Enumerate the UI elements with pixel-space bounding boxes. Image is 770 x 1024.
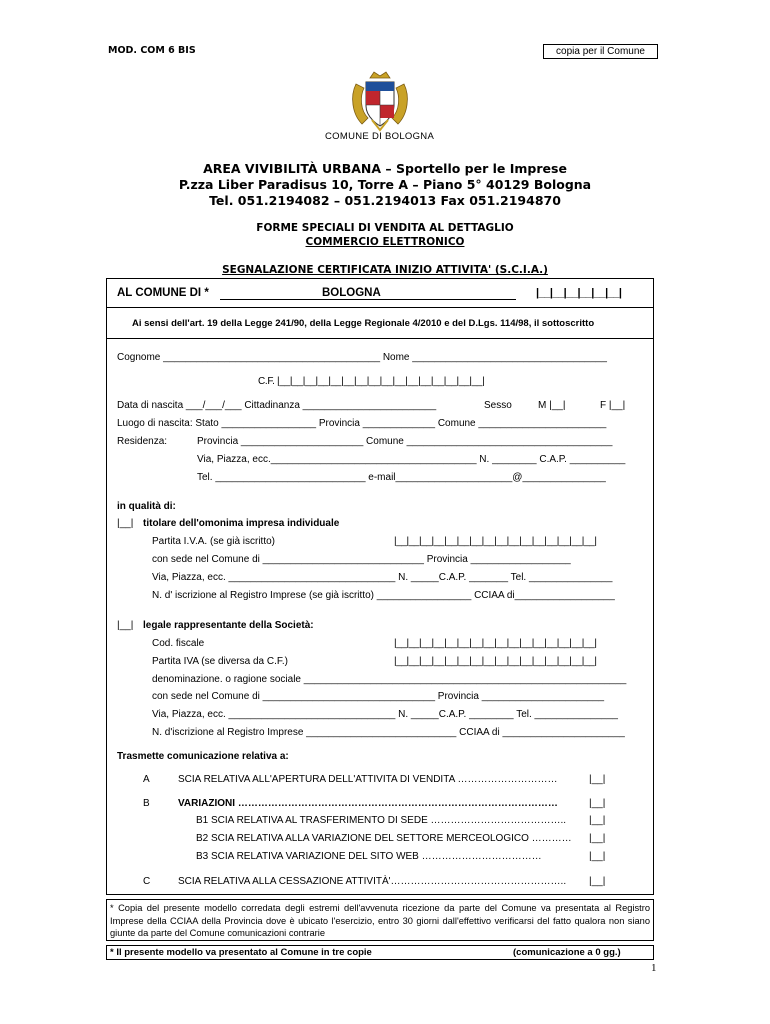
coat-of-arms-icon <box>348 70 412 135</box>
addressee-underline <box>220 299 516 300</box>
residence-contact-field[interactable]: Tel. ___________________________ e-mail_____________________@_______________ <box>197 472 606 483</box>
individual-registry-field[interactable]: N. d' iscrizione al Registro Imprese (se già iscritto) _________________ CCIAA di__________________ <box>152 590 615 601</box>
company-vat-label: Partita IVA (se diversa da C.F.) <box>152 656 288 667</box>
capacity-title: in qualità di: <box>117 501 176 512</box>
communication-item-b1: B1 SCIA RELATIVA AL TRASFERIMENTO DI SEDE ………………………………….. <box>196 815 567 826</box>
sex-f-checkbox[interactable]: F |__| <box>600 400 626 411</box>
page-number: 1 <box>651 962 657 974</box>
surname-name-field[interactable]: Cognome _______________________________________ Nome ___________________________________ <box>117 352 607 363</box>
form-code: MOD. COM 6 BIS <box>108 45 196 56</box>
residence-province-field[interactable]: Provincia ______________________ Comune _____________________________________ <box>197 436 613 447</box>
company-checkbox[interactable]: |__| <box>117 620 134 631</box>
communication-title: Trasmette comunicazione relativa a: <box>117 751 289 762</box>
communication-checkbox[interactable]: |__| <box>589 774 606 785</box>
residence-address-field[interactable]: Via, Piazza, ecc._____________________________________ N. ________ C.A.P. __________ <box>197 454 626 465</box>
individual-vat-label: Partita I.V.A. (se già iscritto) <box>152 536 276 547</box>
communication-checkbox[interactable]: |__| <box>589 833 606 844</box>
fiscal-code-field[interactable]: C.F. |__|__|__|__|__|__|__|__|__|__|__|__|__|__|__|__| <box>258 376 485 387</box>
communication-item-b2: B2 SCIA RELATIVA ALLA VARIAZIONE DEL SETTORE MERCEOLOGICO ………… <box>196 833 572 844</box>
sex-label: Sesso <box>484 400 512 411</box>
addressee-code-boxes[interactable]: |__|__|__|__|__|__| <box>536 287 622 299</box>
communication-letter: C <box>143 876 151 887</box>
communication-letter: A <box>143 774 150 785</box>
copy-label: copia per il Comune <box>543 44 658 59</box>
addressee-label: AL COMUNE DI * <box>117 287 209 299</box>
individual-seat-field[interactable]: con sede nel Comune di _____________________________ Provincia __________________ <box>152 554 571 565</box>
legal-basis: Ai sensi dell'art. 19 della Legge 241/90, della Legge Regionale 4/2010 e del D.Lgs. 114/98, il sottoscritto <box>132 318 595 329</box>
sex-m-checkbox[interactable]: M |__| <box>538 400 566 411</box>
subtitle-line-1: FORME SPECIALI DI VENDITA AL DETTAGLIO <box>256 222 514 234</box>
addressee-city[interactable]: BOLOGNA <box>322 287 381 299</box>
individual-address-field[interactable]: Via, Piazza, ecc. ______________________________ N. _____C.A.P. _______ Tel. _______________ <box>152 572 613 583</box>
communication-item-closure: SCIA RELATIVA ALLA CESSAZIONE ATTIVITÀ'…………………………………………….. <box>178 876 567 887</box>
company-taxcode-label: Cod. fiscale <box>152 638 205 649</box>
company-name-field[interactable]: denominazione. o ragione sociale __________________________________________________________ <box>152 674 627 685</box>
individual-label: titolare dell'omonima impresa individuale <box>143 518 340 529</box>
company-taxcode-boxes[interactable]: |__|__|__|__|__|__|__|__|__|__|__|__|__|__|__|__| <box>394 638 597 649</box>
company-label: legale rappresentante della Società: <box>143 620 314 631</box>
footnote: * Copia del presente modello corredata degli estremi dell'avvenuta ricezione da parte del Comune va presentata al Registro Imprese della CCIAA della Provincia dove è ubicato l'esercizio, entro 30 giorni dall'effettivo verificarsi del fatto qualora non siano giunte da parte del Comune comunicazioni contrarie <box>106 899 654 941</box>
subtitle-line-2: COMMERCIO ELETTRONICO <box>305 236 465 248</box>
company-registry-field[interactable]: N. d'iscrizione al Registro Imprese ___________________________ CCIAA di ______________________ <box>152 727 625 738</box>
company-address-field[interactable]: Via, Piazza, ecc. ______________________________ N. _____C.A.P. ________ Tel. _______________ <box>152 709 618 720</box>
communication-checkbox[interactable]: |__| <box>589 876 606 887</box>
scia-title: SEGNALAZIONE CERTIFICATA INIZIO ATTIVITA' (S.C.I.A.) <box>222 264 548 276</box>
communication-item-opening: SCIA RELATIVA ALL'APERTURA DELL'ATTIVITA DI VENDITA ………………………… <box>178 774 558 785</box>
office-line-3: Tel. 051.2194082 – 051.2194013 Fax 051.2194870 <box>209 193 561 208</box>
logo-caption: COMUNE DI BOLOGNA <box>325 131 435 142</box>
communication-letter: B <box>143 798 150 809</box>
residence-label: Residenza: <box>117 436 168 447</box>
individual-vat-boxes[interactable]: |__|__|__|__|__|__|__|__|__|__|__|__|__|__|__|__| <box>394 536 597 547</box>
office-line-2: P.zza Liber Paradisus 10, Torre A – Piano 5° 40129 Bologna <box>178 177 592 192</box>
deadline-note: (comunicazione a 0 gg.) <box>513 947 621 958</box>
communication-checkbox[interactable]: |__| <box>589 798 606 809</box>
communication-checkbox[interactable]: |__| <box>589 851 606 862</box>
copies-note: * Il presente modello va presentato al Comune in tre copie <box>110 947 372 958</box>
communication-item-variations: VARIAZIONI …………………………………………………………………………………… <box>178 798 558 809</box>
birthplace-field[interactable]: Luogo di nascita: Stato _________________ Provincia _____________ Comune _______________________ <box>117 418 607 429</box>
communication-checkbox[interactable]: |__| <box>589 815 606 826</box>
birth-date-field[interactable]: Data di nascita ___/___/___ Cittadinanza ________________________ <box>117 400 437 411</box>
office-line-1: AREA VIVIBILITÀ URBANA – Sportello per le Imprese <box>203 161 567 176</box>
communication-item-b3: B3 SCIA RELATIVA VARIAZIONE DEL SITO WEB ……………………………… <box>196 851 542 862</box>
company-vat-boxes[interactable]: |__|__|__|__|__|__|__|__|__|__|__|__|__|__|__|__| <box>394 656 597 667</box>
individual-checkbox[interactable]: |__| <box>117 518 134 529</box>
company-seat-field[interactable]: con sede nel Comune di _______________________________ Provincia ______________________ <box>152 691 605 702</box>
